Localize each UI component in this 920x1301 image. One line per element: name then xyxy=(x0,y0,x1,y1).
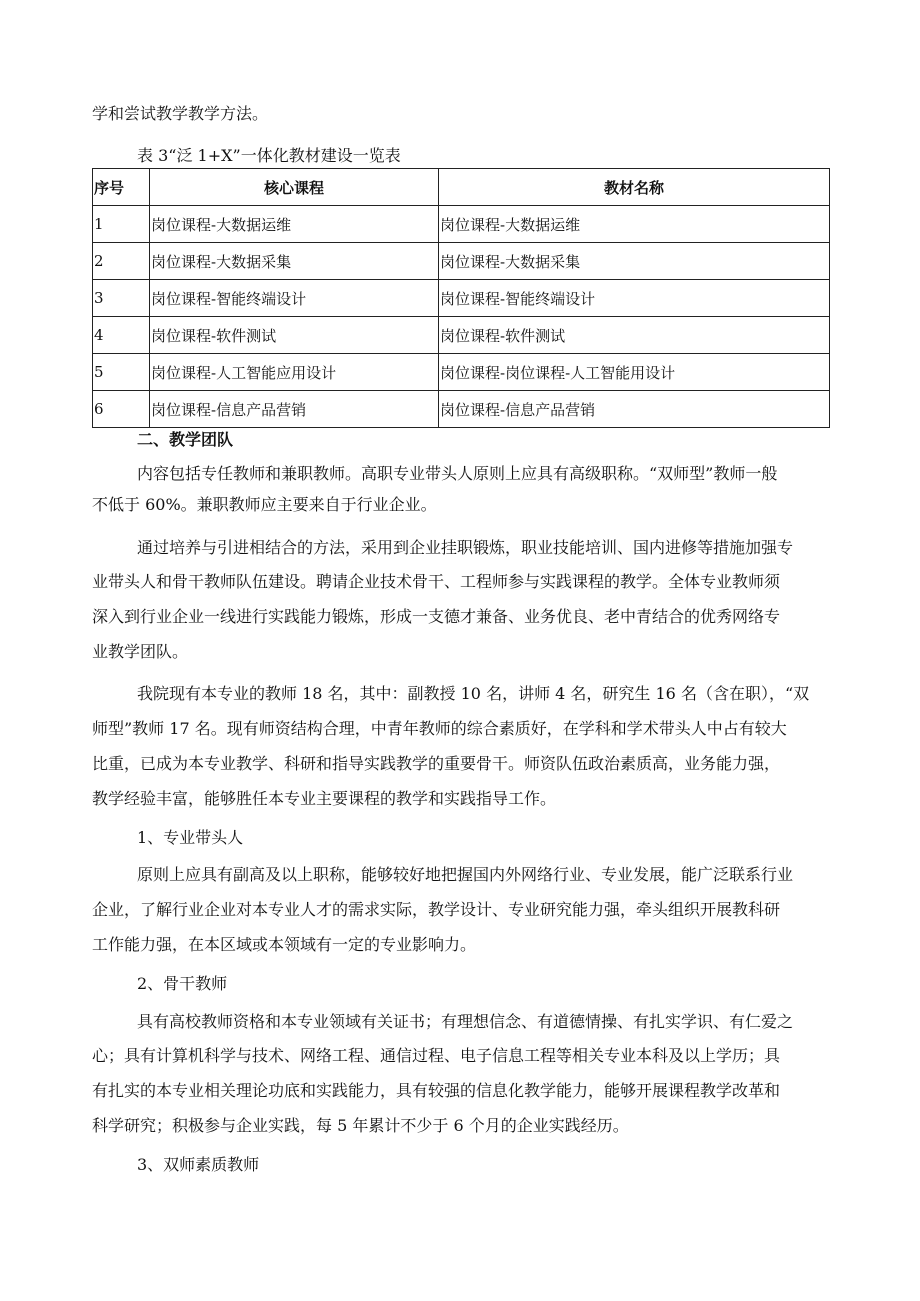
cell-course: 岗位课程-大数据运维 xyxy=(150,206,439,243)
table-row xyxy=(93,317,830,354)
cell-course: 岗位课程-智能终端设计 xyxy=(150,280,439,317)
table-row xyxy=(93,243,830,280)
paragraph-line: 业教学团队。 xyxy=(92,642,189,661)
paragraph-line: 有扎实的本专业相关理论功底和实践能力，具有较强的信息化教学能力，能够开展课程教学改革和 xyxy=(92,1081,781,1100)
paragraph-line: 深入到行业企业一线进行实践能力锻炼，形成一支德才兼备、业务优良、老中青结合的优秀网络专 xyxy=(92,607,781,626)
cell-index: 4 xyxy=(93,317,150,354)
header-textbook: 教材名称 xyxy=(439,169,830,206)
paragraph-line: 心；具有计算机科学与技术、网络工程、通信过程、电子信息工程等相关专业本科及以上学历；具 xyxy=(92,1046,781,1065)
cell-index: 1 xyxy=(93,206,150,243)
paragraph-line: 通过培养与引进相结合的方法，采用到企业挂职锻炼，职业技能培训、国内进修等措施加强专 xyxy=(137,538,794,557)
paragraph-top: 学和尝试教学教学方法。 xyxy=(92,104,269,123)
cell-index: 3 xyxy=(93,280,150,317)
subheading: 3、双师素质教师 xyxy=(137,1155,260,1174)
cell-textbook: 岗位课程-大数据采集 xyxy=(439,243,830,280)
table-row xyxy=(93,280,830,317)
cell-index: 5 xyxy=(93,354,150,391)
table-header-row xyxy=(93,169,830,206)
table-caption: 表 3“泛 1+X”一体化教材建设一览表 xyxy=(137,146,401,165)
cell-course: 岗位课程-大数据采集 xyxy=(150,243,439,280)
header-course: 核心课程 xyxy=(150,169,439,206)
paragraph-line: 原则上应具有副高及以上职称，能够较好地把握国内外网络行业、专业发展，能广泛联系行业 xyxy=(137,865,794,884)
cell-index: 6 xyxy=(93,391,150,428)
paragraph-line: 科学研究；积极参与企业实践，每 5 年累计不少于 6 个月的企业实践经历。 xyxy=(92,1116,629,1135)
paragraph-line: 具有高校教师资格和本专业领域有关证书；有理想信念、有道德情操、有扎实学识、有仁爱之 xyxy=(137,1012,794,1031)
cell-course: 岗位课程-人工智能应用设计 xyxy=(150,354,439,391)
cell-textbook: 岗位课程-大数据运维 xyxy=(439,206,830,243)
paragraph-line: 企业，了解行业企业对本专业人才的需求实际，教学设计、专业研究能力强，牵头组织开展教科研 xyxy=(92,900,781,919)
cell-textbook: 岗位课程-信息产品营销 xyxy=(439,391,830,428)
table-row xyxy=(93,391,830,428)
paragraph-line: 工作能力强，在本区域或本领域有一定的专业影响力。 xyxy=(92,935,477,954)
paragraph-line: 比重，已成为本专业教学、科研和指导实践教学的重要骨干。师资队伍政治素质高，业务能力强， xyxy=(92,754,781,773)
cell-textbook: 岗位课程-软件测试 xyxy=(439,317,830,354)
cell-course: 岗位课程-软件测试 xyxy=(150,317,439,354)
paragraph-line: 我院现有本专业的教师 18 名，其中：副教授 10 名，讲师 4 名，研究生 16 名（含在职），“双 xyxy=(137,684,810,703)
subheading: 2、骨干教师 xyxy=(137,974,228,993)
header-index: 序号 xyxy=(93,169,150,206)
paragraph-line: 不低于 60%。兼职教师应主要来自于行业企业。 xyxy=(92,495,437,514)
paragraph-line: 师型”教师 17 名。现有师资结构合理，中青年教师的综合素质好，在学科和学术带头人中占有较大 xyxy=(92,719,787,738)
paragraph-line: 业带头人和骨干教师队伍建设。聘请企业技术骨干、工程师参与实践课程的教学。全体专业教师须 xyxy=(92,572,781,591)
paragraph-line: 教学经验丰富，能够胜任本专业主要课程的教学和实践指导工作。 xyxy=(92,789,557,808)
section-heading: 二、教学团队 xyxy=(137,430,234,449)
cell-index: 2 xyxy=(93,243,150,280)
cell-course: 岗位课程-信息产品营销 xyxy=(150,391,439,428)
table-row xyxy=(93,354,830,391)
textbook-table xyxy=(92,168,830,428)
table-row xyxy=(93,206,830,243)
subheading: 1、专业带头人 xyxy=(137,828,244,847)
paragraph-line: 内容包括专任教师和兼职教师。高职专业带头人原则上应具有高级职称。“双师型”教师一般 xyxy=(137,464,778,483)
cell-textbook: 岗位课程-智能终端设计 xyxy=(439,280,830,317)
cell-textbook: 岗位课程-岗位课程-人工智能用设计 xyxy=(439,354,830,391)
